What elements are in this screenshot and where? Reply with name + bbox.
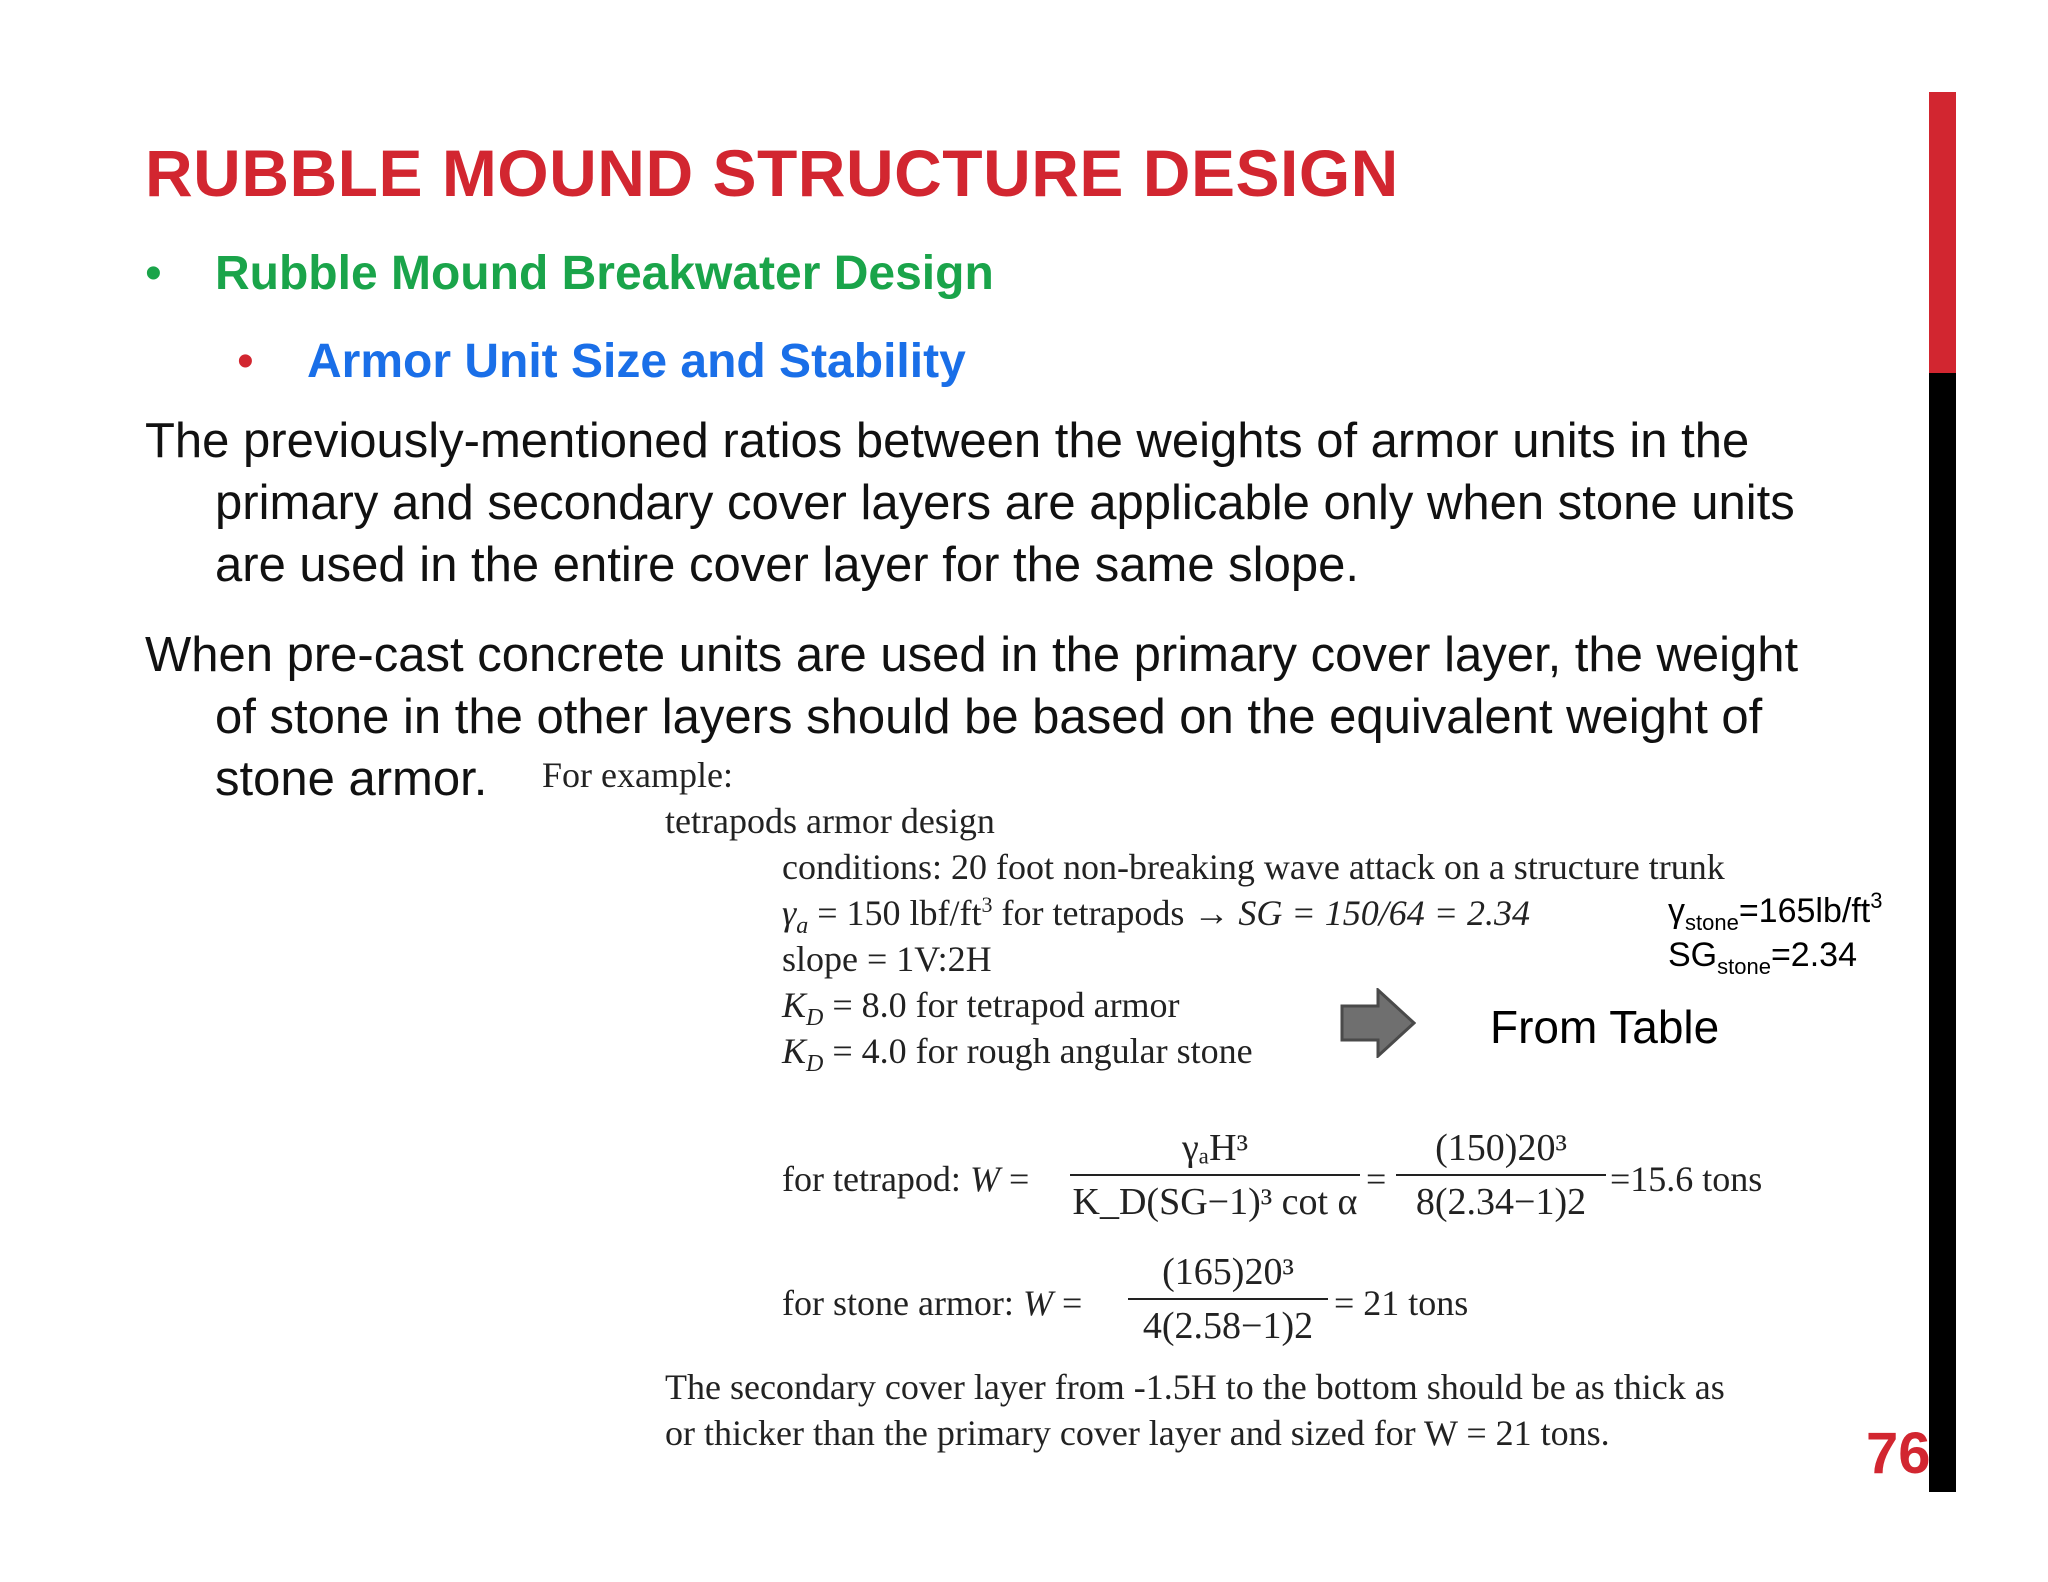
tetrapod-label: for tetrapod: W = xyxy=(782,1159,1030,1199)
stone-label-text: for stone armor: xyxy=(782,1283,1014,1323)
bullet-level2-text: Armor Unit Size and Stability xyxy=(307,335,966,388)
paragraph-1 xyxy=(145,410,1905,596)
fraction-denominator: K_D(SG−1)³ cot α xyxy=(1070,1174,1360,1224)
sidebar-accent-black xyxy=(1929,373,1956,1492)
bullet-level1 xyxy=(145,246,994,301)
bullet-level1-text: Rubble Mound Breakwater Design xyxy=(215,247,994,300)
fraction-numerator: (165)20³ xyxy=(1162,1251,1294,1293)
paragraph-line: When pre-cast concrete units are used in the primary cover layer, the weight xyxy=(145,628,1799,682)
slide-title: RUBBLE MOUND STRUCTURE DESIGN xyxy=(145,136,1399,210)
stone-fraction xyxy=(1128,1250,1328,1348)
gamma-stone-annotation: $\gamma_{stone}=165lb/ft^3$ xyxy=(1668,888,1883,935)
paragraph-line: stone armor. xyxy=(215,752,488,806)
tetrapod-label-text: for tetrapod: xyxy=(782,1159,961,1199)
stone-label: for stone armor: W = xyxy=(782,1283,1083,1323)
example-kd2: $K_D = 4.0$ for rough angular stone xyxy=(782,1031,1253,1078)
example-gamma-line: $\gamma_a = 150$ lbf/$ft^3$ for tetrapods → SG = 150/64 = 2.34 xyxy=(782,892,1531,940)
fraction-numerator: (150)20³ xyxy=(1435,1127,1567,1169)
gamma-stone-value: =165lb/ft xyxy=(1738,892,1871,930)
tetrapod-fraction-symbolic xyxy=(1070,1126,1360,1224)
tetrapod-result: =15.6 tons xyxy=(1610,1159,1763,1199)
sg-line: SG = 150/64 = 2.34 xyxy=(1238,893,1531,933)
gamma-line-text: = 150 lbf/ft xyxy=(817,893,982,933)
paragraph-line: The previously-mentioned ratios between the weights of armor units in the xyxy=(145,414,1750,468)
gamma-line-tail: for tetrapods → xyxy=(992,893,1239,933)
from-table-label: From Table xyxy=(1490,1001,1720,1053)
kd2-text: = 4.0 for rough angular stone xyxy=(832,1031,1253,1071)
example-heading: For example: xyxy=(542,755,733,795)
stone-result: = 21 tons xyxy=(1334,1283,1469,1323)
example-footer-line2: or thicker than the primary cover layer and sized for W = 21 tons. xyxy=(665,1413,1610,1453)
sidebar-accent-red xyxy=(1929,92,1956,373)
kd1-text: = 8.0 for tetrapod armor xyxy=(832,985,1180,1025)
example-footer-line1: The secondary cover layer from -1.5H to the bottom should be as thick as xyxy=(665,1367,1725,1407)
paragraph-line: are used in the entire cover layer for the same slope. xyxy=(215,538,1359,592)
fraction-numerator: γₐH³ xyxy=(1181,1127,1249,1169)
bullet-level2 xyxy=(237,334,966,389)
example-kd1: $K_D = 8.0$ for tetrapod armor xyxy=(782,985,1180,1032)
arrow-right-icon xyxy=(1340,988,1416,1058)
example-conditions: conditions: 20 foot non-breaking wave attack on a structure trunk xyxy=(782,847,1725,887)
bullet-glyph: • xyxy=(237,335,254,388)
equals-sign: = xyxy=(1366,1159,1387,1199)
page-number: 76 xyxy=(1866,1421,1931,1486)
sg-stone-value: =2.34 xyxy=(1770,936,1857,974)
fraction-denominator: 8(2.34−1)2 xyxy=(1396,1174,1606,1224)
bullet-glyph: • xyxy=(145,247,162,300)
example-slope: slope = 1V:2H xyxy=(782,939,992,979)
paragraph-line: of stone in the other layers should be based on the equivalent weight of xyxy=(215,690,1763,744)
tetrapod-fraction-numeric xyxy=(1396,1126,1606,1224)
paragraph-line: primary and secondary cover layers are applicable only when stone units xyxy=(215,476,1795,530)
example-subheading: tetrapods armor design xyxy=(665,801,995,841)
fraction-denominator: 4(2.58−1)2 xyxy=(1128,1298,1328,1348)
sg-stone-annotation: $SG_{stone}=2.34$ xyxy=(1668,936,1857,979)
paragraph-2 xyxy=(145,624,1905,810)
